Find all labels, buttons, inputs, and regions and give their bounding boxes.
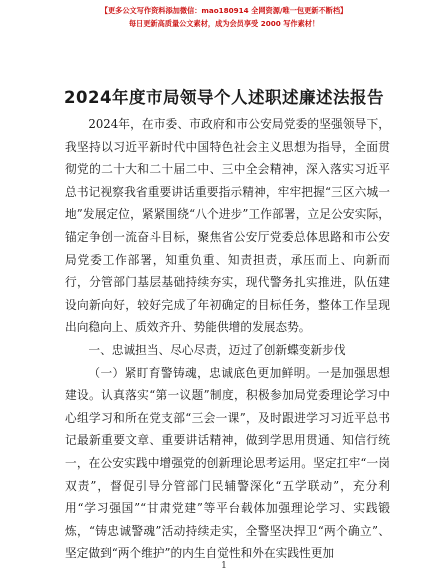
document-body bbox=[65, 113, 390, 565]
promo-banner bbox=[0, 6, 448, 29]
section-heading: 一、忠诚担当、尽心尽责，迈过了创新蝶变新步伐 bbox=[88, 342, 346, 357]
page-number: 1 bbox=[221, 561, 227, 571]
promo-banner-line-1: 【更多公文写作资料添加微信：mao180914 全网资源/唯一包更新不断档】 bbox=[100, 6, 348, 15]
promo-banner-line-2: 每日更新高质量公文素材，成为会员享受 2000 写作素材！ bbox=[128, 19, 320, 28]
subsection-paragraph: （一）紧盯育警铸魂，忠诚底色更加鲜明。一是加强思想建设。认真落实“第一议题”制度，积极参加局党委理论学习中心组学习和所在党支部“三会一课”，及时跟进学习习近平总书记最新重要文章、重要讲话精神，做到学思用贯通、知信行统一，在公安实践中增强党的创新理论思考运用。坚定扛牢“一岗双责”，督促引导分管部门民辅警深化“五学联动”，充分利用“学习强国”“甘肃党建”等平台载体加强理论学习、实践锻炼，“铸忠诚警魂”活动持续走实，全警坚决捍卫“两个确立”、坚定做到“两个维护”的内生自觉性和外在实践性更加 bbox=[65, 365, 390, 561]
intro-paragraph: 2024年，在市委、市政府和市公安局党委的坚强领导下，我坚持以习近平新时代中国特色社会主义思想为指导，全面贯彻党的二十大和二十届二中、三中全会精神，深入落实习近平总书记视察我省重要讲话重要指示精神，牢牢把握“三区六城一地”发展定位，紧紧围绕“八个进步”工作部署，立足公安实际，锚定争创一流奋斗目标，聚焦省公安厅党委总体思路和市公安局党委工作部署，知重负重、知责担责，承压而上、向新而行，分管部门基层基础持续夯实，现代警务扎实推进，队伍建设向新向好，较好完成了年初确定的目标任务，整体工作呈现出向稳向上、质效齐升、势能供增的发展态势。 bbox=[65, 117, 390, 335]
document-title: 2024年度市局领导个人述职述廉述法报告 bbox=[64, 88, 384, 107]
